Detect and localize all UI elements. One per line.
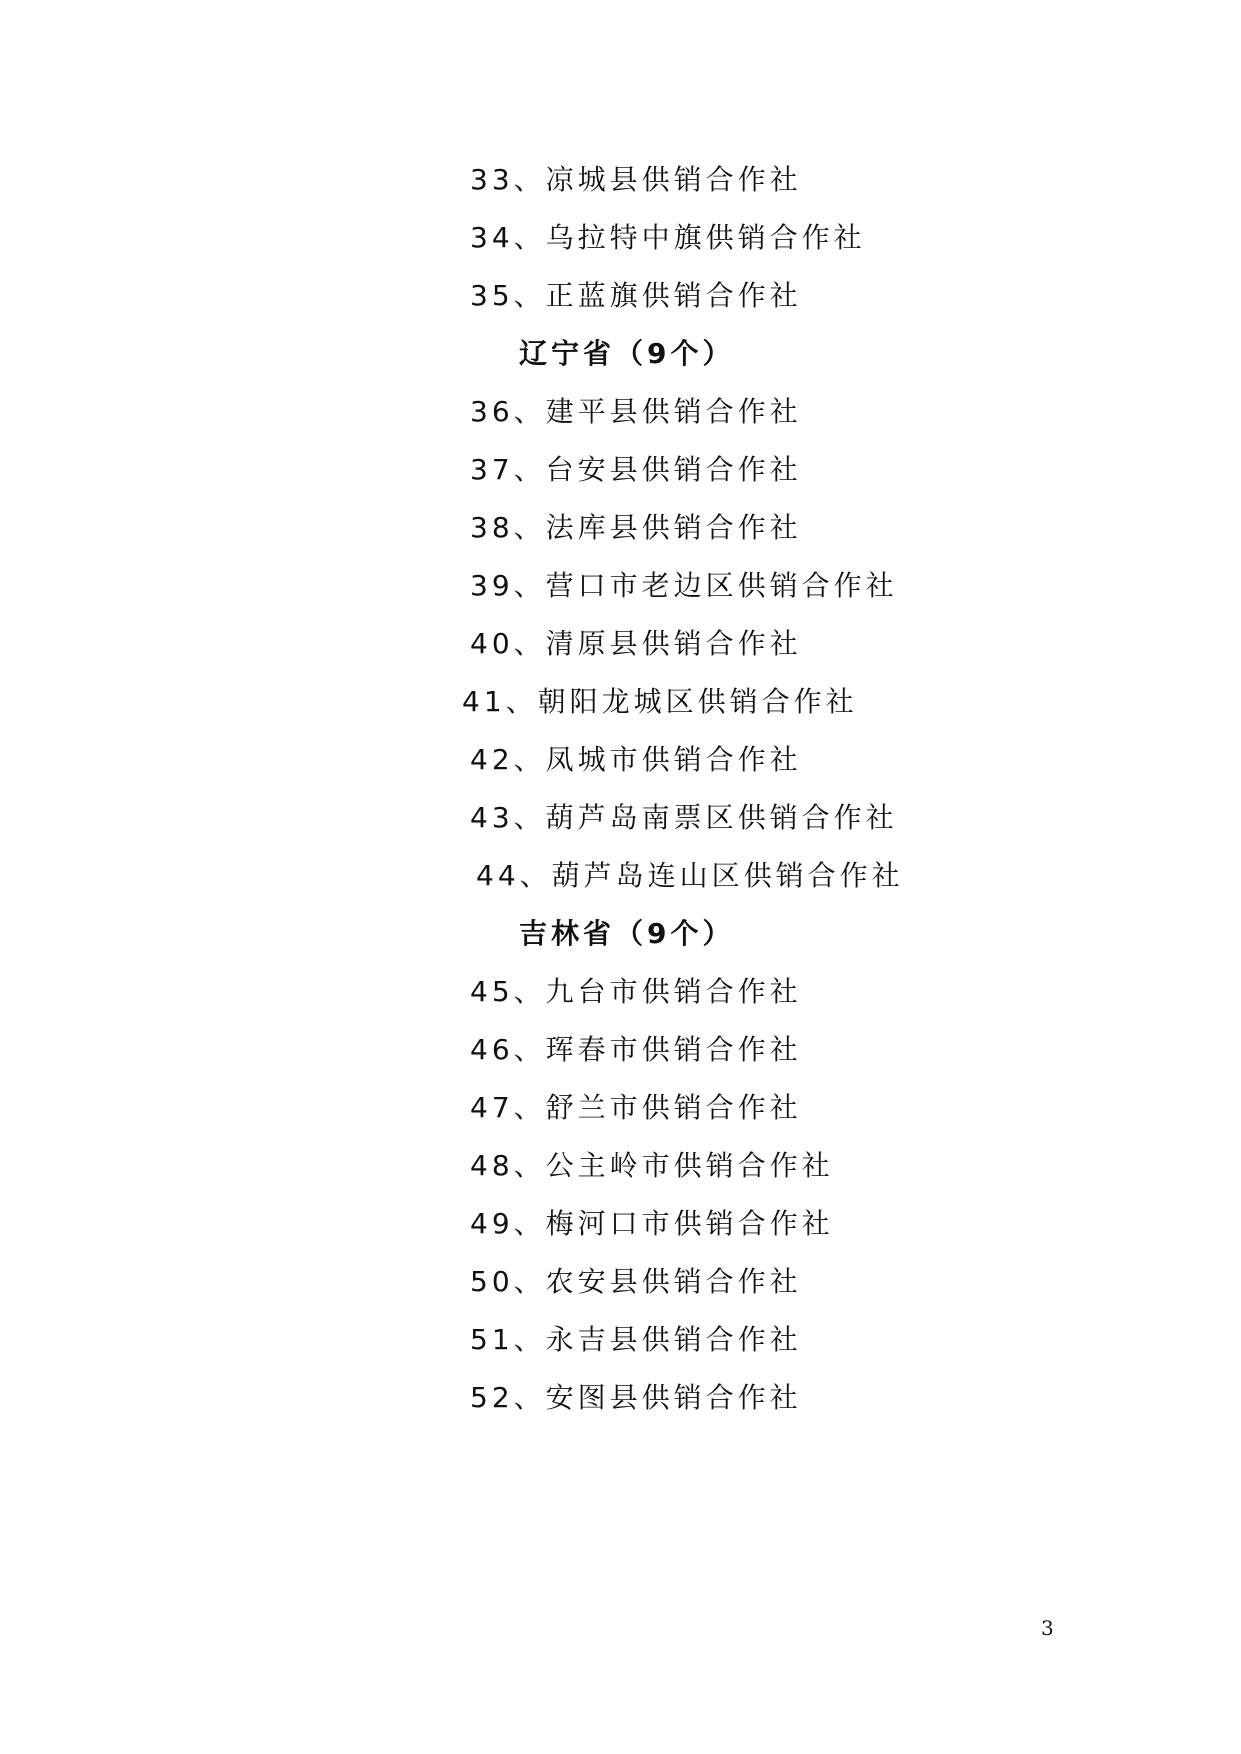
list-item: 50、农安县供销合作社 [470,1265,802,1298]
list-item: 37、台安县供销合作社 [470,453,802,486]
list-item: 43、葫芦岛南票区供销合作社 [470,801,898,834]
list-item: 52、安图县供销合作社 [470,1381,802,1414]
list-item: 46、珲春市供销合作社 [470,1033,802,1066]
section-heading: 辽宁省（9个） [519,337,735,370]
page-number: 3 [1041,1616,1054,1640]
list-item: 35、正蓝旗供销合作社 [470,279,802,312]
list-item: 44、葫芦岛连山区供销合作社 [476,859,904,892]
list-item: 40、清原县供销合作社 [470,627,802,660]
list-item: 42、凤城市供销合作社 [470,743,802,776]
list-item: 36、建平县供销合作社 [470,395,802,428]
list-item: 39、营口市老边区供销合作社 [470,569,898,602]
list-item: 51、永吉县供销合作社 [470,1323,802,1356]
list-item: 38、法库县供销合作社 [470,511,802,544]
list-item: 48、公主岭市供销合作社 [470,1149,834,1182]
list-item: 41、朝阳龙城区供销合作社 [462,685,858,718]
list-item: 34、乌拉特中旗供销合作社 [470,221,866,254]
list-item: 49、梅河口市供销合作社 [470,1207,834,1240]
list-item: 33、凉城县供销合作社 [470,163,802,196]
section-heading: 吉林省（9个） [519,917,735,950]
list-item: 47、舒兰市供销合作社 [470,1091,802,1124]
list-item: 45、九台市供销合作社 [470,975,802,1008]
